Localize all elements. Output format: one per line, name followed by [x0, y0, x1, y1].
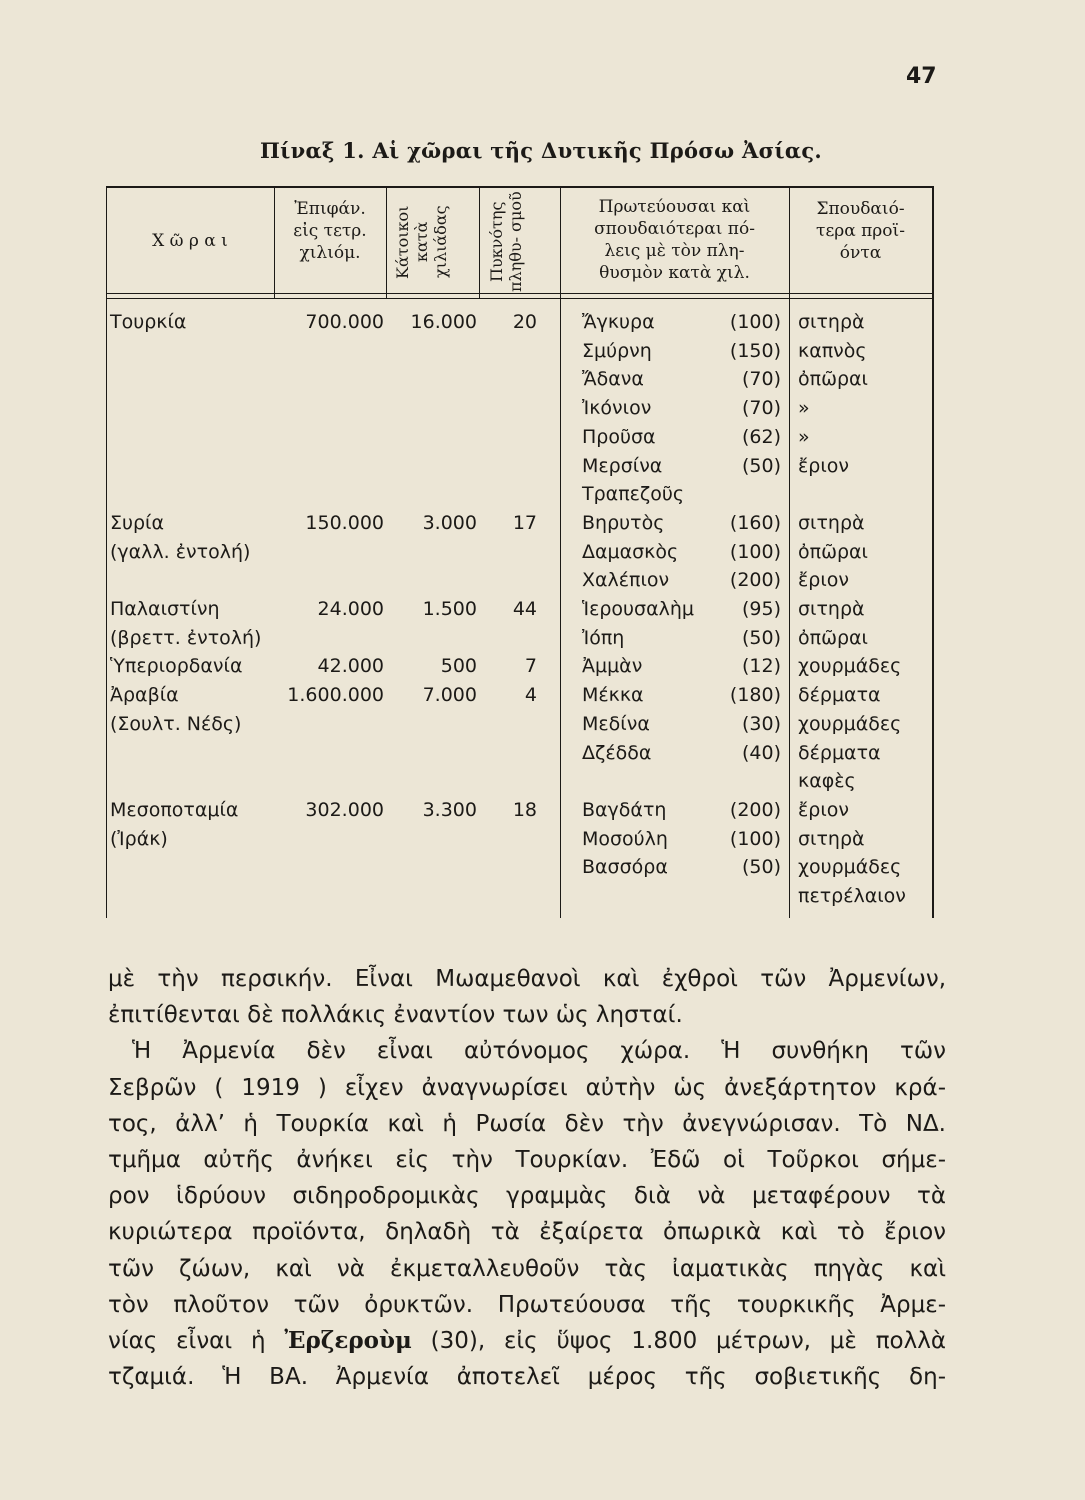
col-rule-pop	[386, 186, 387, 298]
table-cell-city: Μερσίνα	[582, 454, 663, 477]
text-fragment: νίας εἶναι ἡ	[108, 1328, 285, 1355]
city-name-bold: Ἐρζεροὺμ	[284, 1327, 412, 1355]
table-cell-city-pop: (30)	[741, 712, 781, 735]
table-cell-product: καπνὸς	[798, 339, 867, 362]
table-cell-city-pop: (160)	[729, 511, 781, 534]
table-cell-city: Μοσούλη	[582, 827, 668, 850]
table-cell-city: Μεδίνα	[582, 712, 650, 735]
header-rule-2	[106, 298, 934, 299]
table-cell-product: ὀπῶραι	[798, 540, 868, 563]
table-cell-product: ὀπῶραι	[798, 368, 868, 391]
table-cell-pop: 1.500	[422, 598, 477, 620]
table-cell-country: (βρεττ. ἐντολή)	[110, 626, 262, 649]
table-cell-area: 24.000	[317, 598, 384, 620]
text-line: τμῆμα αὐτῆς ἀνήκει εἰς τὴν Τουρκίαν. Ἐδῶ οἱ Τοῦρκοι σήμε-	[108, 1147, 946, 1174]
table-cell-city: Ἀμμὰν	[582, 655, 643, 678]
header-cities-line3: λεις μὲ τὸν πλη-	[604, 241, 745, 261]
table-cell-product: χουρμάδες	[798, 712, 902, 735]
table-cell-city-pop: (200)	[729, 569, 781, 592]
table-cell-country: Συρία	[110, 511, 165, 534]
table-cell-density: 20	[512, 311, 537, 333]
table-cell-city: Βηρυτὸς	[582, 511, 665, 534]
header-country: Χ ῶ ρ α ι	[152, 231, 228, 251]
page-number: 47	[906, 64, 937, 89]
table-cell-country: (Ἰράκ)	[110, 827, 168, 850]
table-cell-country: (γαλλ. ἐντολή)	[110, 540, 251, 563]
table-cell-city-pop: (50)	[741, 856, 781, 879]
table-cell-product: ὀπῶραι	[798, 626, 868, 649]
table-cell-city: Δαμασκὸς	[582, 540, 679, 563]
header-cities-line1: Πρωτεύουσαι καὶ	[598, 197, 751, 217]
text-fragment: (30), εἰς ὕψος 1.800 μέτρων, μὲ πολλὰ	[411, 1328, 946, 1355]
table-cell-product: ἔριον	[798, 454, 849, 477]
col-rule-density	[479, 186, 480, 298]
col-rule-left	[106, 186, 107, 918]
table-cell-pop: 3.000	[422, 511, 477, 534]
text-line: Ἡ Ἀρμενία δὲν εἶναι αὐτόνομος χώρα. Ἡ συνθήκη τῶν	[132, 1038, 946, 1065]
table-cell-city-pop: (40)	[741, 741, 781, 764]
table-cell-density: 18	[512, 798, 537, 821]
table-cell-city: Χαλέπιον	[582, 569, 670, 592]
table-cell-city-pop: (50)	[741, 626, 781, 649]
header-products-line3: όντα	[839, 243, 882, 263]
table-cell-density: 44	[512, 598, 537, 620]
table-cell-city: Ἱερουσαλὴμ	[582, 598, 694, 620]
table-cell-city: Ἄδανα	[582, 368, 644, 391]
text-line	[108, 1323, 946, 1359]
header-cities	[560, 196, 789, 284]
text-line: τὸν πλοῦτον τῶν ὀρυκτῶν. Πρωτεύουσα τῆς τουρκικῆς Ἀρμε-	[108, 1291, 946, 1318]
table-cell-area: 42.000	[317, 655, 384, 678]
table-cell-product: ἔριον	[798, 569, 849, 592]
table-cell-product: χουρμάδες	[798, 856, 902, 879]
table-cell-country: (Σουλτ. Νέδς)	[110, 712, 242, 735]
table-cell-country: Παλαιστίνη	[110, 598, 220, 620]
table-cell-density: 17	[512, 511, 537, 534]
table-cell-city-pop: (180)	[729, 684, 781, 707]
table-cell-product: χουρμάδες	[798, 655, 902, 678]
table-cell-city: Προῦσα	[582, 425, 656, 448]
table-cell-city: Δζέδδα	[582, 741, 652, 764]
table-cell-city: Τραπεζοῦς	[582, 483, 685, 506]
table-cell-product: ἔριον	[798, 798, 849, 821]
text-line: Σεβρῶν ( 1919 ) εἶχεν ἀναγνωρίσει αὐτὴν ὡς ἀνεξάρτητον κρά-	[108, 1074, 946, 1101]
table-cell-product: »	[798, 425, 810, 448]
header-population: Κάτοικοι κατὰ χιλιάδας	[393, 205, 450, 279]
table-cell-city: Ἰόπη	[582, 626, 625, 649]
table-top-rule	[106, 186, 934, 188]
col-rule-products	[789, 186, 790, 918]
text-line: ἐπιτίθενται δὲ πολλάκις ἐναντίον των ὡς λησταί.	[108, 1002, 683, 1029]
table-cell-city: Σμύρνη	[582, 339, 652, 362]
table-cell-city-pop: (100)	[729, 540, 781, 563]
header-area-line3: χιλιόμ.	[299, 243, 361, 263]
table-cell-city-pop: (12)	[741, 655, 781, 678]
header-products-line1: Σπουδαιό-	[816, 199, 905, 219]
header-cities-line4: θυσμὸν κατὰ χιλ.	[599, 263, 750, 283]
table-cell-density: 4	[524, 684, 537, 707]
text-line: ρον ἱδρύουν σιδηροδρομικὰς γραμμὰς διὰ νὰ μεταφέρουν τὰ	[108, 1183, 946, 1210]
table-cell-product: δέρματα	[798, 684, 881, 707]
table-cell-area: 302.000	[305, 798, 384, 821]
table-cell-pop: 3.300	[422, 798, 477, 821]
table-cell-product: σιτηρὰ	[798, 311, 865, 333]
table-cell-city: Ἰκόνιον	[582, 397, 652, 420]
table-cell-city-pop: (70)	[741, 397, 781, 420]
table-cell-country: Ὑπεριορδανία	[110, 655, 243, 678]
text-line: τος, ἀλλ’ ἡ Τουρκία καὶ ἡ Ρωσία δὲν τὴν ἀνεγνώρισαν. Τὸ ΝΔ.	[108, 1110, 946, 1137]
table-title: Πίναξ 1. Αἱ χῶραι τῆς Δυτικῆς Πρόσω Ἀσίας.	[260, 138, 823, 163]
table-cell-pop: 7.000	[422, 684, 477, 707]
table-cell-pop: 16.000	[410, 311, 477, 333]
header-cities-line2: σπουδαιότεραι πό-	[594, 219, 755, 239]
col-rule-cities	[560, 186, 561, 918]
header-products	[789, 198, 932, 264]
table-cell-city-pop: (200)	[729, 798, 781, 821]
table-cell-city-pop: (100)	[729, 827, 781, 850]
table-cell-country: Μεσοποταμία	[110, 798, 239, 821]
col-rule-right	[932, 186, 934, 918]
table-cell-product: σιτηρὰ	[798, 827, 865, 850]
table-cell-city-pop: (95)	[741, 598, 781, 620]
table-cell-product: πετρέλαιον	[798, 885, 906, 907]
table-cell-pop: 500	[440, 655, 477, 678]
header-density: Πυκνότης πληθυ- σμοῦ	[487, 191, 525, 293]
table-cell-city: Μέκκα	[582, 684, 644, 707]
table-cell-city: Ἄγκυρα	[582, 311, 655, 333]
text-line: τζαμιά. Ἡ ΒΑ. Ἀρμενία ἀποτελεῖ μέρος τῆς σοβιετικῆς δη-	[108, 1364, 946, 1391]
body-text	[108, 961, 946, 1395]
header-area-line2: εἰς τετρ.	[293, 221, 367, 241]
text-line: τῶν ζώων, καὶ νὰ ἐκμεταλλευθοῦν τὰς ἰαματικὰς πηγὰς καὶ	[108, 1255, 946, 1282]
table-cell-country: Τουρκία	[110, 311, 187, 333]
table-cell-product: σιτηρὰ	[798, 511, 865, 534]
table-cell-city-pop: (100)	[729, 311, 781, 333]
table-cell-city-pop: (150)	[729, 339, 781, 362]
table-cell-city: Βασσόρα	[582, 856, 668, 879]
table-cell-country: Ἀραβία	[110, 684, 179, 707]
countries-table	[106, 186, 936, 918]
header-products-line2: τερα προϊ-	[816, 221, 905, 241]
text-line: μὲ τὴν περσικήν. Εἶναι Μωαμεθανοὶ καὶ ἐχθροὶ τῶν Ἀρμενίων,	[108, 966, 946, 992]
table-cell-city-pop: (62)	[741, 425, 781, 448]
table-cell-product: σιτηρὰ	[798, 598, 865, 620]
table-cell-city-pop: (50)	[741, 454, 781, 477]
table-cell-area: 700.000	[305, 311, 384, 333]
header-area	[274, 198, 386, 264]
text-line: κυριώτερα προϊόντα, δηλαδὴ τὰ ἐξαίρετα ὀπωρικὰ καὶ τὸ ἔριον	[108, 1219, 946, 1246]
table-cell-product: καφὲς	[798, 770, 856, 793]
table-cell-city-pop: (70)	[741, 368, 781, 391]
header-area-line1: Ἐπιφάν.	[294, 199, 366, 219]
table-cell-city: Βαγδάτη	[582, 798, 667, 821]
table-cell-area: 1.600.000	[287, 684, 384, 707]
table-cell-product: »	[798, 397, 810, 420]
table-cell-density: 7	[524, 655, 537, 678]
table-cell-product: δέρματα	[798, 741, 881, 764]
table-cell-area: 150.000	[305, 511, 384, 534]
